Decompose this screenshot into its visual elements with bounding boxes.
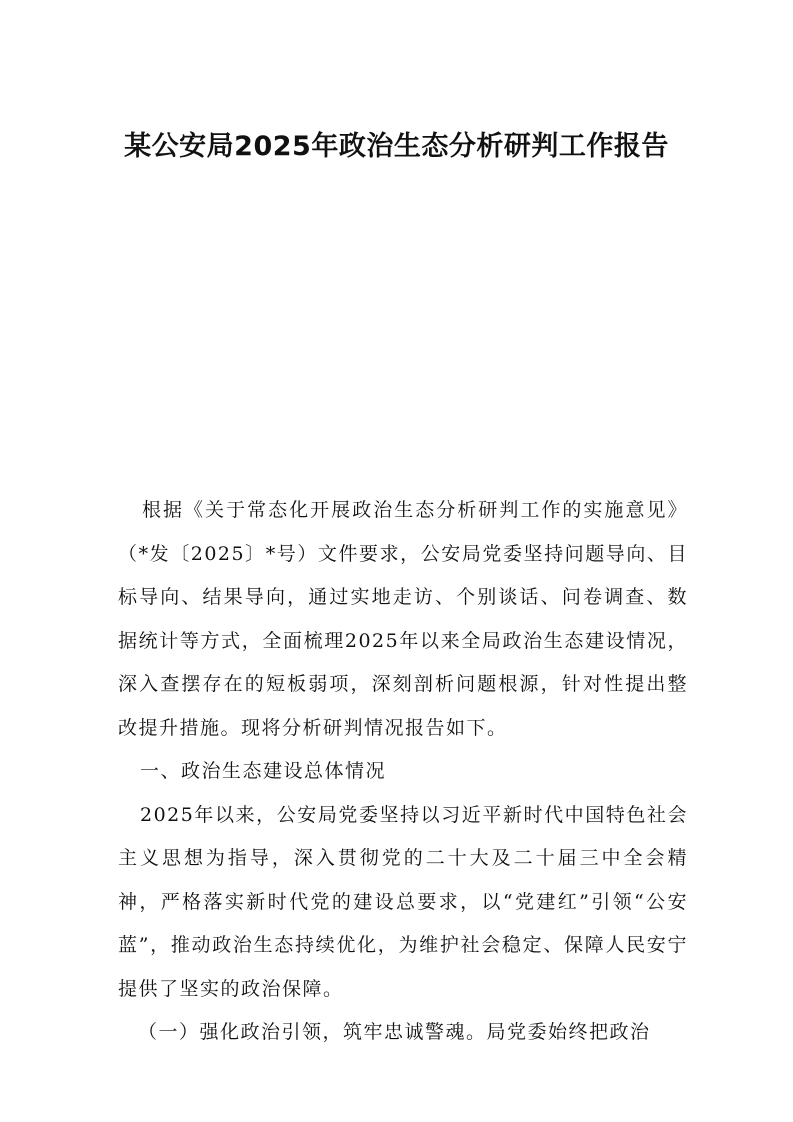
document-title: 某公安局2025年政治生态分析研判工作报告 bbox=[124, 131, 669, 162]
section-paragraph-1: 2025年以来，公安局党委坚持以习近平新时代中国特色社会主义思想为指导，深入贯彻党的二十大及二十届三中全会精神，严格落实新时代党的建设总要求，以“党建红”引领“公安蓝”，推动政治生态持续优化，为维护社会稳定、保障人民安宁提供了坚实的政治保障。 bbox=[118, 803, 688, 1000]
section-heading-1: 一、政治生态建设总体情况 bbox=[140, 760, 387, 782]
subsection-paragraph-1: （一）强化政治引领，筑牢忠诚警魂。局党委始终把政治 bbox=[138, 1021, 651, 1043]
intro-paragraph: 根据《关于常态化开展政治生态分析研判工作的实施意见》（*发〔2025〕*号）文件要求，公安局党委坚持问题导向、目标导向、结果导向，通过实地走访、个别谈话、问卷调查、数据统计等方式，全面梳理2025年以来全局政治生态建设情况，深入查摆存在的短板弱项，深刻剖析问题根源，针对性提出整改提升措施。现将分析研判情况报告如下。 bbox=[118, 499, 688, 739]
document-body bbox=[118, 489, 688, 1055]
